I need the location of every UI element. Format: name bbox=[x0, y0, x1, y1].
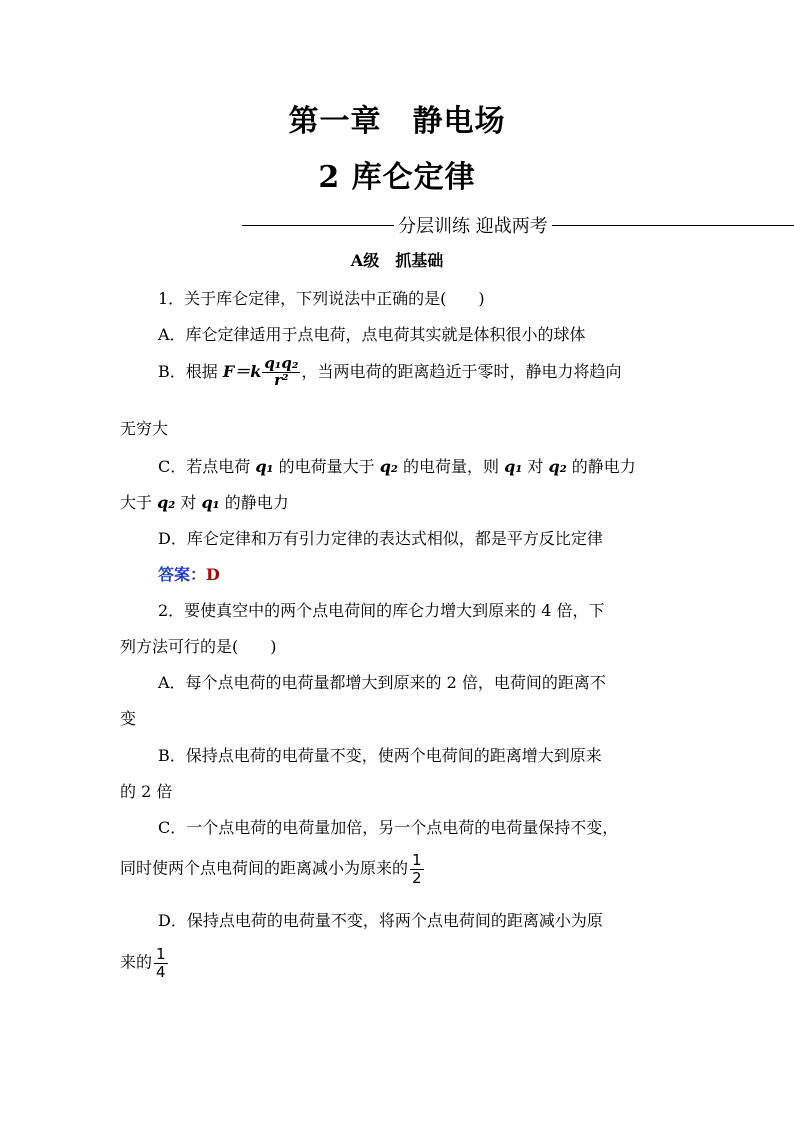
banner-rule-left bbox=[242, 225, 394, 226]
banner-text: 分层训练 迎战两考 bbox=[398, 216, 548, 237]
fraction-numerator: 1 bbox=[412, 851, 422, 869]
q1-symbol: q₁ bbox=[255, 457, 274, 476]
option-c-text-4: 对 bbox=[522, 457, 549, 476]
q1-symbol: q₁ bbox=[201, 493, 220, 512]
option-c-text: 同时使两个点电荷间的距离减小为原来的 bbox=[120, 858, 409, 878]
question-2-option-d-cont bbox=[120, 946, 680, 980]
fraction-denominator: 2 bbox=[412, 868, 422, 887]
formula-lhs: F＝k bbox=[222, 361, 262, 381]
option-b-suffix: ，当两电荷的距离趋近于零时，静电力将趋向 bbox=[301, 361, 622, 381]
option-c-text-2: 的电荷量大于 bbox=[273, 457, 380, 476]
question-1-option-b-cont: 无穷大 bbox=[120, 419, 169, 438]
fraction-one-half bbox=[410, 852, 424, 886]
question-1-option-a: A．库仑定律适用于点电荷，点电荷其实就是体积很小的球体 bbox=[158, 325, 586, 344]
option-c-text-3: 的电荷量，则 bbox=[397, 457, 505, 476]
level-heading: A级 抓基础 bbox=[350, 251, 444, 270]
question-2-stem: 2．要使真空中的两个点电荷间的库仑力增大到原来的 4 倍，下 bbox=[158, 601, 605, 620]
question-1-option-c-cont bbox=[120, 490, 680, 513]
option-c-text-8: 的静电力 bbox=[219, 493, 289, 512]
option-d-text: 来的 bbox=[120, 952, 153, 972]
question-2-option-d: D．保持点电荷的电荷量不变，将两个点电荷间的距离减小为原 bbox=[158, 911, 603, 930]
question-2-option-b-cont: 的 2 倍 bbox=[120, 782, 173, 801]
question-1-option-c bbox=[158, 454, 718, 477]
fraction-denominator: 4 bbox=[156, 962, 166, 981]
question-2-option-a: A．每个点电荷的电荷量都增大到原来的 2 倍，电荷间的距离不 bbox=[158, 673, 606, 692]
answer-value: D bbox=[206, 565, 220, 584]
question-2-stem-cont: 列方法可行的是( ) bbox=[120, 637, 277, 656]
banner-rule-right bbox=[552, 225, 794, 226]
formula-numerator: q₁q₂ bbox=[264, 354, 299, 372]
question-2-option-c-cont bbox=[120, 852, 680, 886]
fraction-numerator: 1 bbox=[156, 945, 166, 963]
q2-symbol: q₂ bbox=[379, 457, 398, 476]
option-c-text-7: 对 bbox=[175, 493, 202, 512]
option-b-prefix: B．根据 bbox=[158, 361, 223, 381]
question-2-option-a-cont: 变 bbox=[120, 709, 137, 728]
question-1-answer bbox=[158, 562, 718, 585]
question-2-option-c: C．一个点电荷的电荷量加倍，另一个点电荷的电荷量保持不变， bbox=[158, 818, 619, 837]
question-2-option-b: B．保持点电荷的电荷量不变，使两个电荷间的距离增大到原来 bbox=[158, 746, 602, 765]
formula-fraction bbox=[262, 356, 300, 389]
fraction-one-quarter bbox=[154, 946, 168, 980]
chapter-title: 第一章 静电场 bbox=[288, 104, 506, 139]
section-title: 2 库仑定律 bbox=[318, 160, 476, 195]
option-c-text-6: 大于 bbox=[120, 493, 158, 512]
question-1-option-b bbox=[158, 356, 718, 389]
q2-symbol: q₂ bbox=[548, 457, 567, 476]
q2-symbol: q₂ bbox=[157, 493, 176, 512]
question-1-option-d: D．库仑定律和万有引力定律的表达式相似，都是平方反比定律 bbox=[158, 529, 603, 548]
section-banner bbox=[242, 212, 794, 238]
question-1-stem: 1．关于库仑定律，下列说法中正确的是( ) bbox=[158, 289, 485, 308]
formula-denominator: r² bbox=[274, 370, 289, 389]
option-c-text-5: 的静电力 bbox=[566, 457, 636, 476]
q1-symbol: q₁ bbox=[504, 457, 523, 476]
option-c-text-1: C．若点电荷 bbox=[158, 457, 256, 476]
coulomb-formula bbox=[223, 356, 302, 389]
answer-label: 答案： bbox=[158, 565, 207, 584]
